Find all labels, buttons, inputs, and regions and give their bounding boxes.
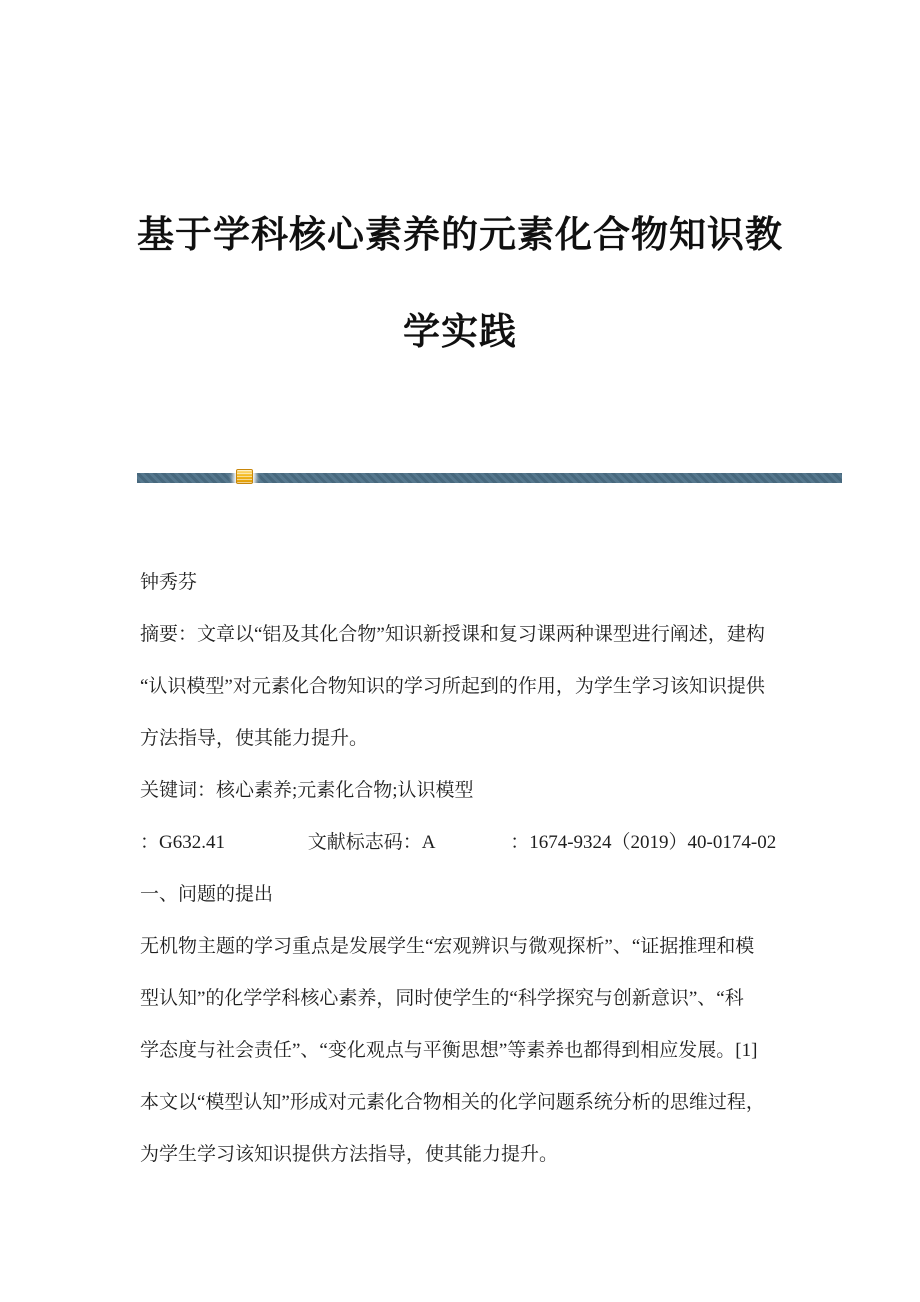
doc-code: 文献标志码：A: [307, 832, 436, 853]
clc-number: ：G632.41: [140, 832, 225, 853]
body-line-4: 本文以“模型认知”形成对元素化合物相关的化学问题系统分析的思维过程，: [140, 1092, 765, 1113]
section-heading: 一、问题的提出: [140, 884, 274, 905]
gold-seal-icon: [236, 469, 253, 484]
document-title-line2: 学实践: [403, 312, 517, 353]
body-line-3: 学态度与社会责任”、“变化观点与平衡思想”等素养也都得到相应发展。[1]: [140, 1040, 758, 1061]
document-title-line1: 基于学科核心素养的元素化合物知识教: [137, 215, 783, 256]
article-number: ：1674-9324（2019）40-0174-02: [510, 832, 777, 853]
abstract-line-2: “认识模型”对元素化合物知识的学习所起到的作用，为学生学习该知识提供: [140, 676, 765, 697]
divider-bar: [137, 473, 842, 483]
classification-row: [140, 817, 840, 869]
keywords-line: 关键词：核心素养;元素化合物;认识模型: [140, 780, 474, 801]
article-body: [140, 557, 840, 1181]
abstract-line-3: 方法指导，使其能力提升。: [140, 728, 369, 749]
abstract-line-1: 摘要：文章以“铝及其化合物”知识新授课和复习课两种课型进行阐述，建构: [140, 624, 765, 645]
body-line-1: 无机物主题的学习重点是发展学生“宏观辨识与微观探析”、“证据推理和模: [140, 936, 755, 957]
body-line-2: 型认知”的化学学科核心素养，同时使学生的“科学探究与创新意识”、“科: [140, 988, 744, 1009]
body-line-5: 为学生学习该知识提供方法指导，使其能力提升。: [140, 1144, 559, 1165]
author: 钟秀芬: [140, 572, 198, 593]
